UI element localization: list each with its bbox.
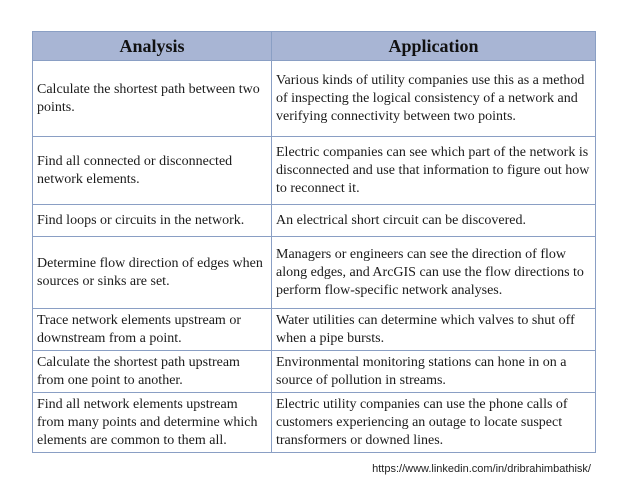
table-row (33, 351, 596, 393)
table-row (33, 237, 596, 309)
header-analysis: Analysis (33, 32, 272, 61)
application-cell: Water utilities can determine which valves to shut off when a pipe bursts. (272, 309, 596, 351)
header-application: Application (272, 32, 596, 61)
table-row (33, 309, 596, 351)
table-row (33, 137, 596, 205)
application-cell: Various kinds of utility companies use this as a method of inspecting the logical consistency of a network and verifying connectivity between two points. (272, 61, 596, 137)
application-cell: Electric utility companies can use the phone calls of customers experiencing an outage to locate suspect transformers or downed lines. (272, 393, 596, 453)
analysis-cell: Determine flow direction of edges when sources or sinks are set. (33, 237, 272, 309)
analysis-cell: Calculate the shortest path upstream from one point to another. (33, 351, 272, 393)
analysis-cell: Trace network elements upstream or downstream from a point. (33, 309, 272, 351)
application-cell: An electrical short circuit can be discovered. (272, 205, 596, 237)
credit-link[interactable]: https://www.linkedin.com/in/dribrahimbathisk/ (372, 463, 591, 475)
analysis-cell: Find loops or circuits in the network. (33, 205, 272, 237)
application-cell: Managers or engineers can see the direction of flow along edges, and ArcGIS can use the flow directions to perform flow-specific network analyses. (272, 237, 596, 309)
analysis-cell: Find all network elements upstream from many points and determine which elements are common to them all. (33, 393, 272, 453)
application-cell: Environmental monitoring stations can hone in on a source of pollution in streams. (272, 351, 596, 393)
table-row (33, 393, 596, 453)
table-row (33, 61, 596, 137)
table-row (33, 205, 596, 237)
analysis-application-table-container (32, 31, 595, 453)
analysis-cell: Find all connected or disconnected network elements. (33, 137, 272, 205)
analysis-application-table (32, 31, 596, 453)
header-row (33, 32, 596, 61)
application-cell: Electric companies can see which part of the network is disconnected and use that information to figure out how to reconnect it. (272, 137, 596, 205)
analysis-cell: Calculate the shortest path between two points. (33, 61, 272, 137)
